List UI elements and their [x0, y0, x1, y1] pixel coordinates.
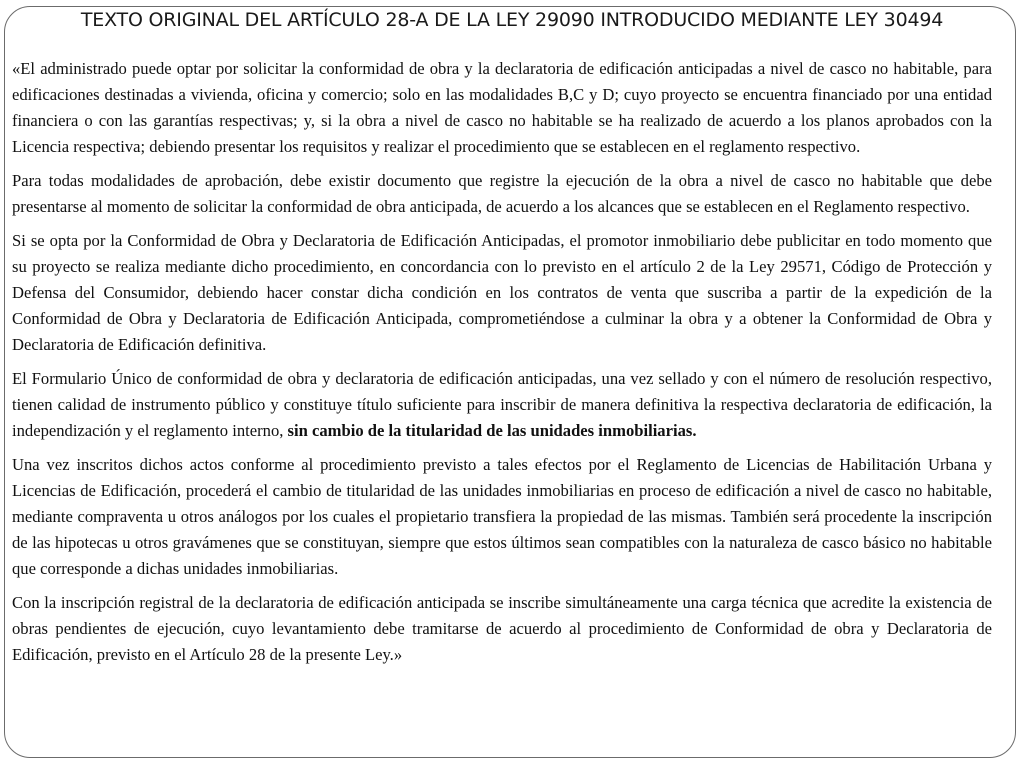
paragraph-5: Una vez inscritos dichos actos conforme al procedimiento previsto a tales efectos por el Reglamento de Licencias de Habilitación Urbana y Licencias de Edificación, procederá el cambio de titularidad de las unidades inmobiliarias en proceso de edificación a nivel de casco no habitable, mediante compraventa u otros análogos por los cuales el propietario transfiera la propiedad de las mismas. También será procedente la inscripción de las hipotecas u otros gravámenes que se constituyan, siempre que estos últimos sean compatibles con la naturaleza de casco básico no habitable que corresponde a dichas unidades inmobiliarias.	[12, 455, 992, 578]
paragraph-6: Con la inscripción registral de la declaratoria de edificación anticipada se inscribe simultáneamente una carga técnica que acredite la existencia de obras pendientes de ejecución, cuyo levantamiento debe tramitarse de acuerdo al procedimiento de Conformidad de obra y Declaratoria de Edificación, previsto en el Artículo 28 de la presente Ley.»	[12, 593, 992, 664]
paragraph-2: Para todas modalidades de aprobación, debe existir documento que registre la ejecución de la obra a nivel de casco no habitable que debe presentarse al momento de solicitar la conformidad de obra anticipada, de acuerdo a los alcances que se establecen en el Reglamento respectivo.	[12, 171, 992, 216]
paragraph-4-bold: sin cambio de la titularidad de las unidades inmobiliarias.	[287, 421, 697, 440]
article-body	[12, 56, 992, 676]
paragraph-1: «El administrado puede optar por solicitar la conformidad de obra y la declaratoria de edificación anticipadas a nivel de casco no habitable, para edificaciones destinadas a vivienda, oficina y comercio; solo en las modalidades B,C y D; cuyo proyecto se encuentra financiado por una entidad financiera o con las garantías respectivas; y, si la obra a nivel de casco no habitable se ha realizado de acuerdo a los planos aprobados con la Licencia respectiva; debiendo presentar los requisitos y realizar el procedimiento que se establecen en el reglamento respectivo.	[12, 59, 992, 156]
paragraph-4	[12, 366, 992, 444]
paragraph-4-text: El Formulario Único de conformidad de obra y declaratoria de edificación anticipadas, una vez sellado y con el número de resolución respectivo, tienen calidad de instrumento público y constituye título suficiente para inscribir de manera definitiva la respectiva declaratoria de edificación, la independización y el reglamento interno,	[12, 369, 992, 440]
paragraph-3: Si se opta por la Conformidad de Obra y Declaratoria de Edificación Anticipadas, el promotor inmobiliario debe publicitar en todo momento que su proyecto se realiza mediante dicho procedimiento, en concordancia con lo previsto en el artículo 2 de la Ley 29571, Código de Protección y Defensa del Consumidor, debiendo hacer constar dicha condición en los contratos de venta que suscriba a partir de la expedición de la Conformidad de Obra y Declaratoria de Edificación Anticipada, comprometiéndose a culminar la obra y a obtener la Conformidad de Obra y Declaratoria de Edificación definitiva.	[12, 231, 992, 354]
slide-title: TEXTO ORIGINAL DEL ARTÍCULO 28-A DE LA LEY 29090 INTRODUCIDO MEDIANTE LEY 30494	[80, 9, 944, 31]
